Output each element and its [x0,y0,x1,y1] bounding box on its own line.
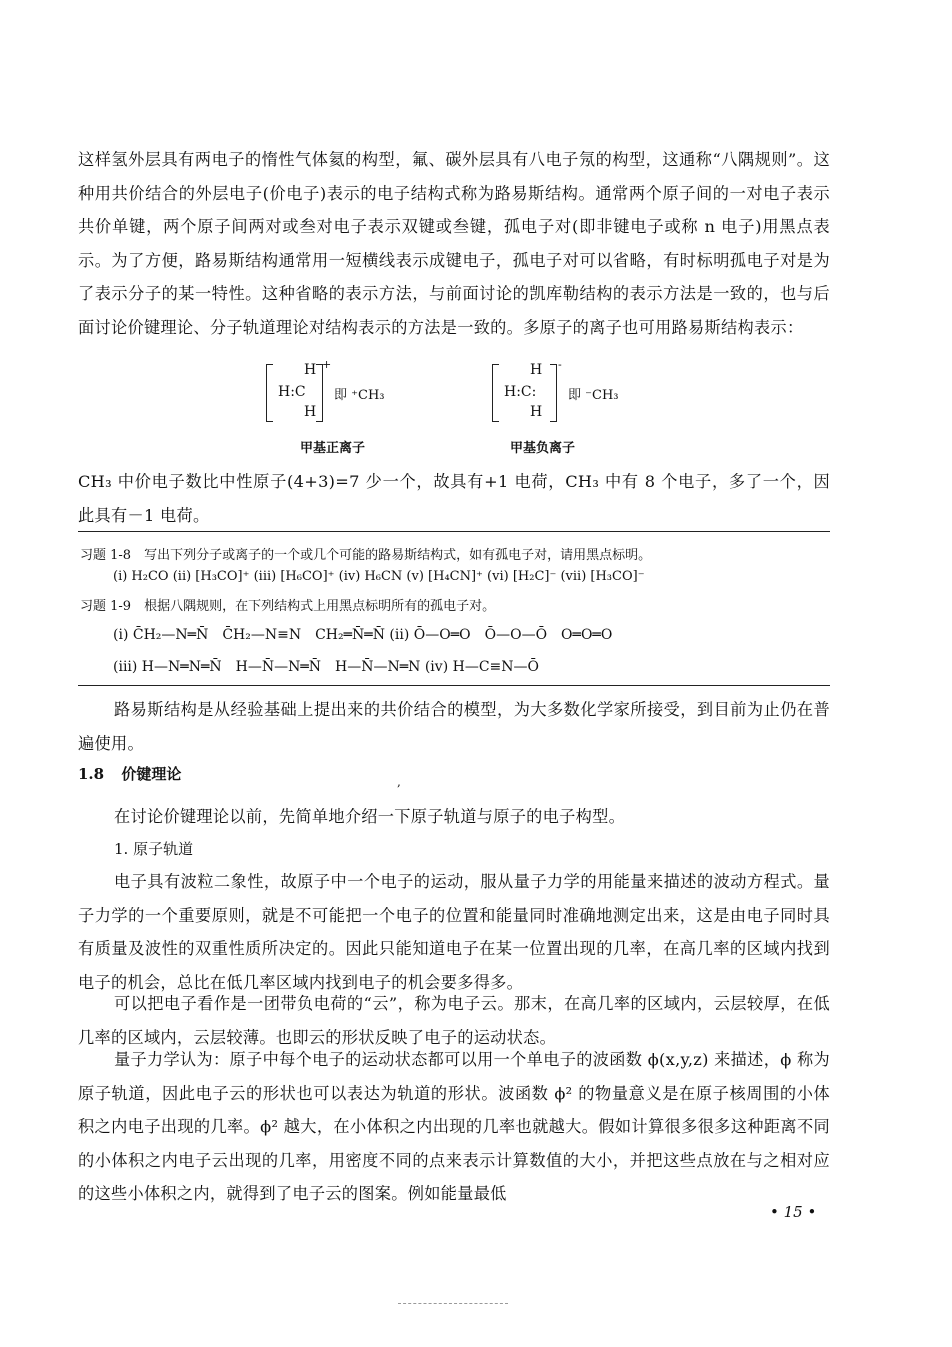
lewis-bottom-h: H [530,404,543,420]
page-number: • 15 • [770,1203,817,1221]
paragraph-octet-rule: 这样氢外层具有两电子的惰性气体氦的构型，氟、碳外层具有八电子氖的构型，这通称“八隅规则”。这种用共价结合的外层电子(价电子)表示的电子结构式称为路易斯结构。通常两个原子间的一对电子表示共价单键，两个原子间两对或叁对电子表示双键或叁键，孤电子对(即非键电子或称 n 电子)用黑点表示。为了方便，路易斯结构通常用一短横线表示成键电子，孤电子对可以省略，有时标明孤电子对是为了表示分子的某一特性。这种省略的表示方法，与前面讨论的凯库勒结构的表示方法是一致的，也与后面讨论价键理论、分子轨道理论对结构表示的方法是一致的。多原子的离子也可用路易斯结构表示： [78,150,830,337]
caption-methyl-cation: 甲基正离子 [300,441,366,456]
paragraph-charges: CH₃ 中价电子数比中性原子(4+3)=7 少一个，故具有+1 电荷，CH₃ 中有 8 个电子，多了一个，因此具有－1 电荷。 [78,472,830,525]
section-number: 1.8 [78,765,105,783]
exercise-top-rule [78,531,830,532]
lewis-charge: + [322,358,332,371]
scan-artifact [398,1303,508,1304]
exercise-1-8-items: (i) H₂CO (ii) [H₃CO]⁺ (iii) [H₆CO]⁺ (iv) H₆CN (v) [H₄CN]⁺ (vi) [H₂C]⁻ (vii) [H₃CO]⁻ [113,569,645,584]
subsection-heading: 1. 原子轨道 [114,840,194,858]
lewis-methyl-anion [492,358,632,424]
paragraph-electron-cloud: 可以把电子看作是一团带负电荷的“云”，称为电子云。那末，在高几率的区域内，云层较厚，在低几率的区域内，云层较薄。也即云的形状反映了电子的运动状态。 [78,994,830,1047]
lewis-charge: - [558,358,562,371]
lewis-mid: H:C: [504,384,537,400]
lewis-label: 即 ⁻CH₃ [568,388,619,403]
paragraph-intro: 在讨论价键理论以前，先简单地介绍一下原子轨道与原子的电子构型。 [114,807,626,826]
left-bracket [492,364,499,422]
paragraph-wavefunction: 量子力学认为：原子中每个电子的运动状态都可以用一个单电子的波函数 ϕ(x,y,z) 来描述，ϕ 称为原子轨道，因此电子云的形状也可以表达为轨道的形状。波函数 ϕ² 的物量意义是在原子核周围的小体积之内电子出现的几率。ϕ² 越大，在小体积之内出现的几率也就越大。假如计算很多很多这种距离不同的小体积之内电子云出现的几率，用密度不同的点来表示计算数值的大小，并把这些点放在与之相对应的这些小体积之内，就得到了电子云的图案。例如能量最低 [78,1050,830,1204]
lewis-methyl-cation [266,358,386,424]
stray-mark: , [397,775,401,789]
paragraph-wave-particle: 电子具有波粒二象性，故原子中一个电子的运动，服从量子力学的用能量来描述的波动方程式。量子力学的一个重要原则，就是不可能把一个电子的位置和能量同时准确地测定出来，这是由电子同时具有质量及波性的双重性质所决定的。因此只能知道电子在某一位置出现的几率，在高几率的区域内找到电子的机会，总比在低几率区域内找到电子的机会要多得多。 [78,872,830,992]
right-bracket [316,364,323,422]
caption-methyl-anion: 甲基负离子 [510,441,576,456]
lewis-bottom-h: H [304,404,317,420]
lewis-top-h: H [304,362,317,378]
lewis-top-h: H [530,362,543,378]
exercise-1-9-row2: (iii) H—N═N═N̄ H—N̄—N═N̄ H—N̄—N═N (iv) H—C≡N—Ō [113,659,539,675]
paragraph-lewis-model: 路易斯结构是从经验基础上提出来的共价结合的模型，为大多数化学家所接受，到目前为止仍在普遍使用。 [78,700,830,753]
section-heading [78,763,181,784]
exercise-bottom-rule [78,685,830,686]
left-bracket [266,364,273,422]
section-title: 价键理论 [121,765,182,783]
right-bracket [550,364,557,422]
exercise-1-9-title: 习题 1-9 根据八隅规则，在下列结构式上用黑点标明所有的孤电子对。 [80,599,496,614]
exercise-1-8-title: 习题 1-8 写出下列分子或离子的一个或几个可能的路易斯结构式，如有孤电子对，请用黑点标明。 [80,548,652,563]
lewis-label: 即 ⁺CH₃ [334,388,385,403]
exercise-1-9-row1: (i) C̄H₂—N═N̄ C̄H₂—N≡N CH₂═N̄═N̄ (ii) Ō—O═O Ō—O—Ō O═O═O [113,627,613,643]
lewis-mid: H:C [278,384,306,400]
